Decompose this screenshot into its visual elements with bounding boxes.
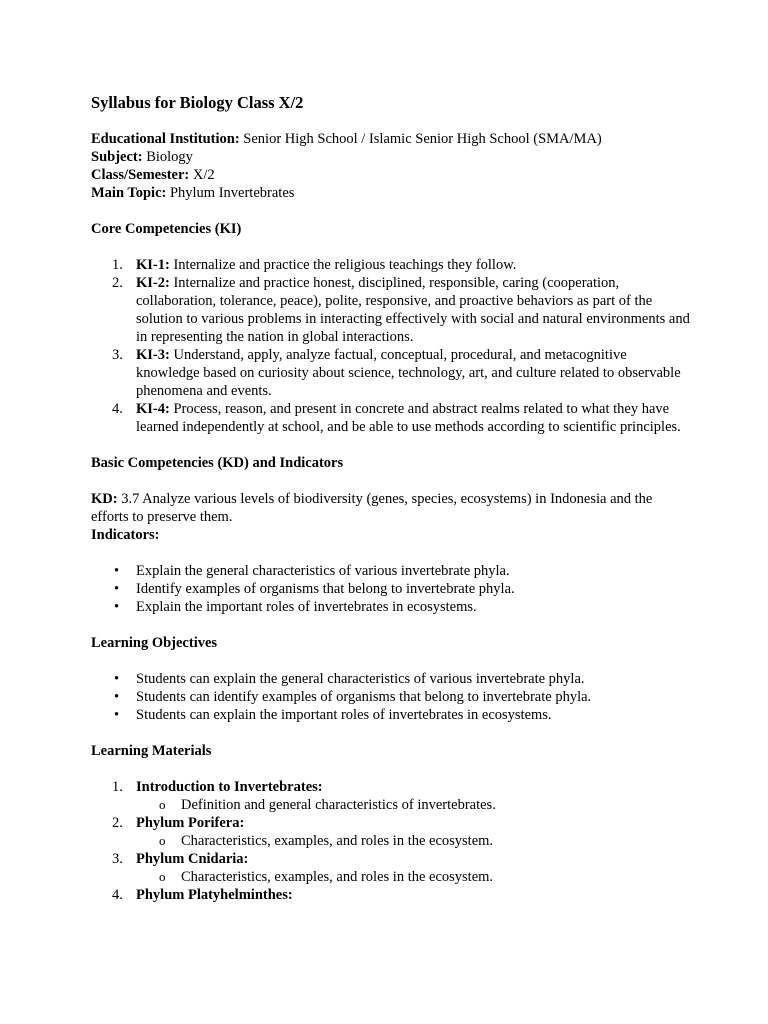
material-title: Phylum Platyhelminthes:	[136, 887, 293, 903]
meta-class	[91, 166, 691, 184]
meta-subject	[91, 148, 691, 166]
learning-objectives-heading: Learning Objectives	[91, 635, 218, 651]
list-item	[136, 850, 691, 886]
list-item: • Students can explain the important roles of invertebrates in ecosystems.	[136, 706, 691, 724]
ki-label: KI-2:	[136, 275, 170, 291]
meta-block	[91, 130, 691, 202]
list-item: • Students can explain the general characteristics of various invertebrate phyla.	[136, 670, 691, 688]
material-title: Phylum Porifera:	[136, 815, 245, 831]
meta-topic-value: Phylum Invertebrates	[169, 185, 295, 201]
ki-text: Internalize and practice the religious teachings they follow.	[173, 257, 517, 273]
ki-text: Internalize and practice honest, disciplined, responsible, caring (cooperation, collaboration, tolerance, peace), polite, responsive, and proactive behaviors as part of the solution to various problems in interacting effectively with social and natural environments and in representing the nation in global interactions.	[136, 275, 690, 345]
list-item	[136, 778, 691, 814]
kd-text: 3.7 Analyze various levels of biodiversity (genes, species, ecosystems) in Indonesia and the efforts to preserve them.	[91, 491, 653, 525]
ki-label: KI-1:	[136, 257, 170, 273]
list-item: • Explain the important roles of invertebrates in ecosystems.	[136, 598, 691, 616]
list-item: • Explain the general characteristics of various invertebrate phyla.	[136, 562, 691, 580]
list-item: • Identify examples of organisms that belong to invertebrate phyla.	[136, 580, 691, 598]
basic-competencies-heading: Basic Competencies (KD) and Indicators	[91, 455, 344, 471]
list-item	[136, 886, 691, 904]
learning-materials-list	[91, 778, 691, 904]
list-item	[136, 400, 691, 436]
kd-paragraph	[91, 490, 691, 526]
kd-label: KD:	[91, 491, 118, 507]
sub-list-item: o Characteristics, examples, and roles in the ecosystem.	[181, 832, 691, 850]
sub-list-item: o Characteristics, examples, and roles in the ecosystem.	[181, 868, 691, 886]
indicators-list	[91, 562, 691, 616]
meta-institution-label: Educational Institution:	[91, 131, 240, 147]
sub-list-item: o Definition and general characteristics of invertebrates.	[181, 796, 691, 814]
ki-label: KI-4:	[136, 401, 170, 417]
material-title: Phylum Cnidaria:	[136, 851, 249, 867]
meta-subject-label: Subject:	[91, 149, 143, 165]
meta-institution	[91, 130, 691, 148]
list-item: • Students can identify examples of organisms that belong to invertebrate phyla.	[136, 688, 691, 706]
meta-topic-label: Main Topic:	[91, 185, 167, 201]
ki-text: Process, reason, and present in concrete and abstract realms related to what they have learned independently at school, and be able to use methods according to scientific principles.	[136, 401, 681, 435]
meta-class-label: Class/Semester:	[91, 167, 190, 183]
list-item	[136, 346, 691, 400]
meta-subject-value: Biology	[146, 149, 193, 165]
material-sub-list	[136, 796, 691, 814]
ki-label: KI-3:	[136, 347, 170, 363]
meta-topic	[91, 184, 691, 202]
meta-institution-value: Senior High School / Islamic Senior High School (SMA/MA)	[243, 131, 602, 147]
list-item	[136, 256, 691, 274]
ki-text: Understand, apply, analyze factual, conceptual, procedural, and metacognitive knowledge based on curiosity about science, technology, art, and culture related to observable phenomena and events.	[136, 347, 681, 399]
material-sub-list	[136, 832, 691, 850]
material-sub-list	[136, 868, 691, 886]
list-item	[136, 814, 691, 850]
document-title: Syllabus for Biology Class X/2	[91, 93, 304, 112]
core-competencies-heading: Core Competencies (KI)	[91, 221, 242, 237]
learning-objectives-list	[91, 670, 691, 724]
core-competencies-list	[91, 256, 691, 436]
meta-class-value: X/2	[192, 167, 215, 183]
learning-materials-heading: Learning Materials	[91, 743, 212, 759]
material-title: Introduction to Invertebrates:	[136, 779, 323, 795]
document-page	[91, 93, 691, 922]
indicators-label: Indicators:	[91, 527, 160, 543]
list-item	[136, 274, 691, 346]
